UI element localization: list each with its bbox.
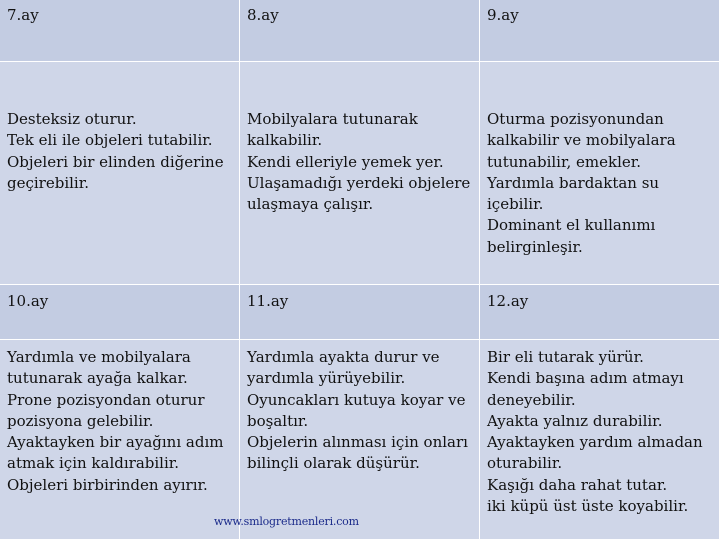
content-cell-9-ay: Oturma pozisyonundan kalkabilir ve mobilyalara tutunabilir, emekler. Yardımla bardaktan su içebilir. Dominant el kullanımı belirginleşir. <box>480 62 720 285</box>
content-cell-8-ay: Mobilyalara tutunarak kalkabilir. Kendi elleriyle yemek yer. Ulaşamadığı yerdeki objelere ulaşmaya çalışır. <box>240 62 480 285</box>
header-cell-10-ay: 10.ay <box>0 285 240 340</box>
header-cell-7-ay: 7.ay <box>0 0 240 62</box>
content-cell-12-ay: Bir eli tutarak yürür. Kendi başına adım atmayı deneyebilir. Ayakta yalnız durabilir. Ayaktayken yardım almadan oturabilir. Kaşığı daha rahat tutar. iki küpü üst üste koyabilir. <box>480 340 720 540</box>
header-cell-9-ay: 9.ay <box>480 0 720 62</box>
content-cell-10-ay: Yardımla ve mobilyalara tutunarak ayağa kalkar. Prone pozisyondan oturur pozisyona gelebilir. Ayaktayken bir ayağını adım atmak için kaldırabilir. Objeleri birbirinden ayırır. <box>0 340 240 540</box>
content-cell-11-ay: Yardımla ayakta durur ve yardımla yürüyebilir. Oyuncakları kutuya koyar ve boşaltır. Objelerin alınması için onları bilinçli olarak düşürür. <box>240 340 480 540</box>
header-cell-8-ay: 8.ay <box>240 0 480 62</box>
header-cell-12-ay: 12.ay <box>480 285 720 340</box>
watermark-url: www.smlogretmenleri.com <box>214 515 359 528</box>
header-cell-11-ay: 11.ay <box>240 285 480 340</box>
content-cell-7-ay: Desteksiz oturur. Tek eli ile objeleri tutabilir. Objeleri bir elinden diğerine geçirebilir. <box>0 62 240 285</box>
